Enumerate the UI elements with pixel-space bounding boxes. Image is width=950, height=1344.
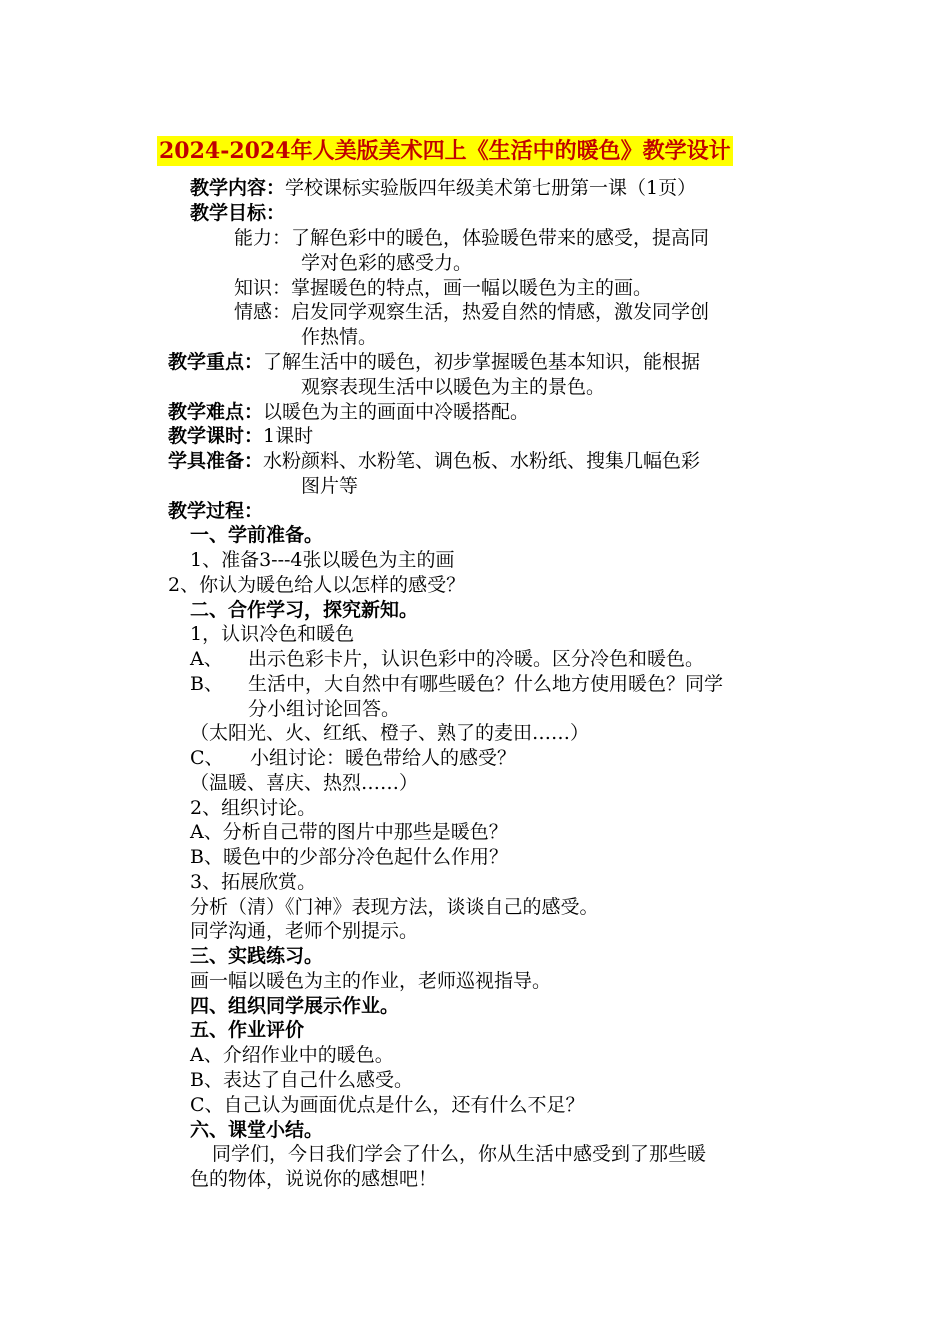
section-heading: 一、学前准备。	[190, 524, 324, 546]
list-item: 1、准备3---4张以暖色为主的画	[190, 549, 455, 571]
note-text: （温暖、喜庆、热烈……）	[190, 772, 419, 794]
section-heading: 六、课堂小结。	[190, 1119, 324, 1141]
focus-text: 了解生活中的暖色，初步掌握暖色基本知识，能根据	[263, 351, 701, 373]
list-item: B、暖色中的少部分冷色起什么作用？	[190, 846, 508, 868]
materials-row	[168, 449, 700, 474]
objective-ability	[234, 226, 709, 251]
list-item: C、自己认为画面优点是什么，还有什么不足？	[190, 1094, 585, 1116]
page-title: 2024-2024年人美版美术四上《生活中的暖色》教学设计	[159, 138, 731, 164]
list-item: B、表达了自己什么感受。	[190, 1069, 413, 1091]
hours-row	[168, 424, 313, 449]
ability-label: 能力：	[234, 227, 292, 249]
objectives-label: 教学目标：	[190, 202, 286, 224]
process-label: 教学过程：	[168, 500, 264, 522]
list-item: 2、组织讨论。	[190, 797, 317, 819]
paragraph: 同学们，今日我们学会了什么，你从生活中感受到了那些暖	[212, 1143, 707, 1165]
section-heading: 三、实践练习。	[190, 945, 324, 967]
objective-emotion	[234, 300, 709, 325]
emotion-text: 启发同学观察生活，热爱自然的情感，激发同学创	[291, 301, 710, 323]
focus-label: 教学重点：	[168, 351, 264, 373]
list-item: A、介绍作业中的暖色。	[190, 1044, 394, 1066]
materials-text: 水粉颜料、水粉笔、调色板、水粉纸、搜集几幅色彩	[263, 450, 701, 472]
list-item: A、分析自己带的图片中那些是暖色？	[190, 821, 508, 843]
list-item-marker: C、	[190, 747, 224, 769]
list-item: 出示色彩卡片，认识色彩中的冷暖。区分冷色和暖色。	[248, 648, 705, 670]
list-item: 3、拓展欣赏。	[190, 871, 317, 893]
objective-knowledge	[234, 276, 652, 301]
ability-text: 了解色彩中的暖色，体验暖色带来的感受，提高同	[291, 227, 710, 249]
hours-label: 教学课时：	[168, 425, 264, 447]
content-row	[190, 176, 696, 201]
difficulty-text: 以暖色为主的画面中冷暖搭配。	[263, 401, 530, 423]
knowledge-text: 掌握暖色的特点，画一幅以暖色为主的画。	[291, 277, 653, 299]
difficulty-row	[168, 400, 529, 425]
list-item-marker: A、	[190, 648, 223, 670]
section-heading: 二、合作学习，探究新知。	[190, 599, 419, 621]
focus-text-cont: 观察表现生活中以暖色为主的景色。	[301, 376, 606, 398]
section-heading: 五、作业评价	[190, 1019, 305, 1041]
note-text: （太阳光、火、红纸、橙子、熟了的麦田……）	[190, 722, 590, 744]
paragraph: 分析（清）《门神》表现方法，谈谈自己的感受。	[190, 896, 599, 918]
ability-text-cont: 学对色彩的感受力。	[301, 252, 473, 274]
list-item-cont: 分小组讨论回答。	[248, 698, 401, 720]
list-item: 小组讨论：暖色带给人的感受？	[250, 747, 517, 769]
emotion-label: 情感：	[234, 301, 292, 323]
list-item: 2、你认为暖色给人以怎样的感受？	[168, 574, 466, 596]
paragraph-cont: 色的物体，说说你的感想吧！	[190, 1168, 438, 1190]
focus-row	[168, 350, 700, 375]
list-item: 1，认识冷色和暖色	[190, 623, 355, 645]
list-item: 生活中，大自然中有哪些暖色？什么地方使用暖色？同学	[248, 673, 724, 695]
materials-text-cont: 图片等	[301, 475, 359, 497]
difficulty-label: 教学难点：	[168, 401, 264, 423]
hours-text: 1课时	[263, 425, 314, 447]
knowledge-label: 知识：	[234, 277, 292, 299]
paragraph: 同学沟通，老师个别提示。	[190, 920, 419, 942]
emotion-text-cont: 作热情。	[301, 326, 378, 348]
paragraph: 画一幅以暖色为主的作业，老师巡视指导。	[190, 970, 552, 992]
materials-label: 学具准备：	[168, 450, 264, 472]
list-item-marker: B、	[190, 673, 223, 695]
section-heading: 四、组织同学展示作业。	[190, 995, 400, 1017]
content-label: 教学内容：	[190, 177, 286, 199]
content-text: 学校课标实验版四年级美术第七册第一课（1页）	[285, 177, 697, 199]
